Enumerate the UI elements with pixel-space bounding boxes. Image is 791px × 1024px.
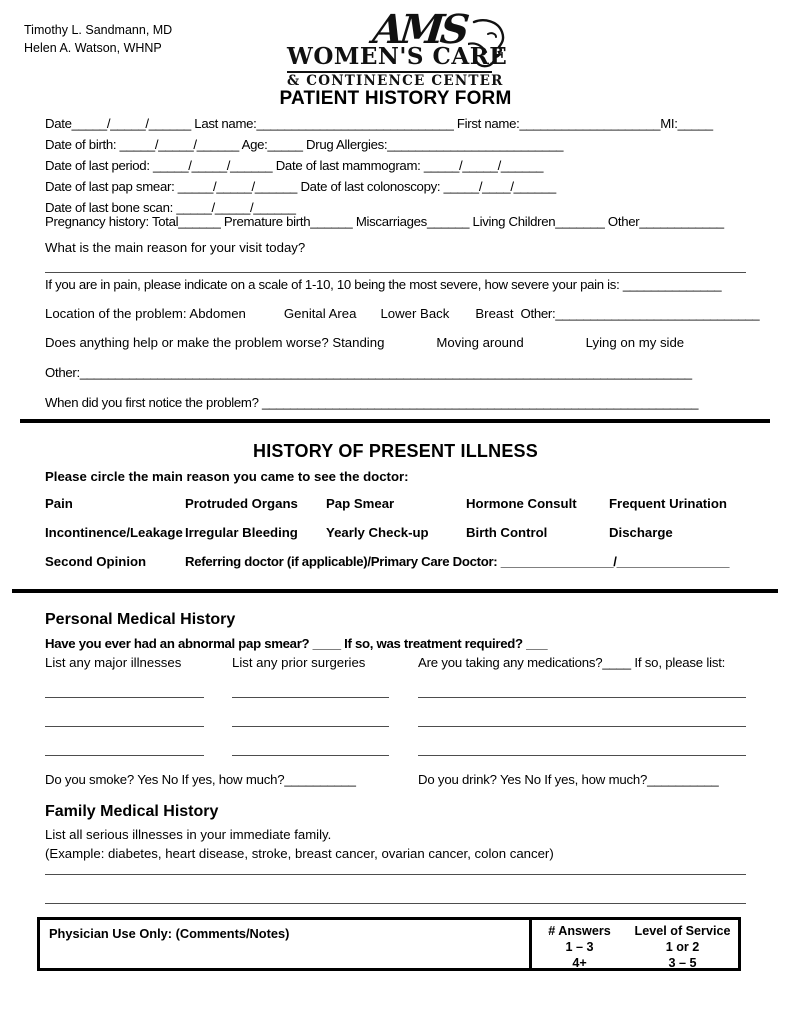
option-pap-smear[interactable]: Pap Smear [326,496,395,511]
option-lying-on-my-side[interactable]: Lying on my side [585,335,685,350]
answer-line-surgery-3[interactable] [232,755,389,756]
answer-line-medication-1[interactable] [418,697,746,698]
table-cell-answers-2: 4+ [572,956,587,970]
option-protruded-organs[interactable]: Protruded Organs [185,496,298,511]
table-header-answers: # Answers [548,924,611,938]
field-referring-doctor[interactable]: Referring doctor (if applicable)/Primary Care Doctor: ________________/________________ [185,554,730,569]
field-pain-scale[interactable]: If you are in pain, please indicate on a scale of 1-10, 10 being the most severe, how severe your pain is: ______________ [45,277,722,292]
option-breast[interactable]: Breast [475,306,514,321]
field-dob-age-allergies[interactable]: Date of birth: _____/_____/______ Age:_____ Drug Allergies:_________________________ [45,137,564,152]
option-irregular-bleeding[interactable]: Irregular Bleeding [185,525,298,540]
option-birth-control[interactable]: Birth Control [466,525,548,540]
section-divider-2 [12,589,778,593]
answer-line-medication-2[interactable] [418,726,746,727]
label-location-abdomen: Location of the problem: Abdomen [45,306,246,321]
field-abnormal-pap-smear[interactable]: Have you ever had an abnormal pap smear? ____ If so, was treatment required? ___ [45,636,548,651]
ams-monogram: AMS [370,6,468,53]
logo-line-womens-care: WOMEN'S CARE [287,43,508,70]
column-header-prior-surgeries: List any prior surgeries [232,655,366,670]
option-pain[interactable]: Pain [45,496,73,511]
field-what-makes-worse[interactable] [45,335,746,351]
label-main-reason-question: What is the main reason for your visit today? [45,240,306,255]
field-problem-location[interactable] [45,306,760,322]
page-title: PATIENT HISTORY FORM [279,88,512,109]
option-hormone-consult[interactable]: Hormone Consult [466,496,577,511]
provider-name-2: Helen A. Watson, WHNP [24,41,162,55]
table-header-level-of-service: Level of Service [634,924,731,938]
field-drink-question[interactable]: Do you drink? Yes No If yes, how much?__________ [418,772,719,787]
field-last-bone-scan[interactable]: Date of last bone scan: _____/_____/______ [45,200,296,215]
level-of-service-table [532,924,738,968]
field-last-pap-colonoscopy[interactable]: Date of last pap smear: _____/_____/______ Date of last colonoscopy: _____/____/______ [45,179,556,194]
section-divider-1 [20,419,770,423]
label-worse-question: Does anything help or make the problem worse? Standing [45,335,385,350]
field-pregnancy-history[interactable]: Pregnancy history: Total______ Premature birth______ Miscarriages______ Living Children_______ Other____________ [45,214,724,229]
answer-line-main-reason[interactable] [45,272,746,273]
answer-line-family-1[interactable] [45,874,746,875]
table-cell-level-1: 1 or 2 [665,940,700,954]
field-first-notice[interactable]: When did you first notice the problem? ______________________________________________________________ [45,395,699,410]
label-circle-instruction: Please circle the main reason you came to see the doctor: [45,469,409,484]
answer-line-illness-2[interactable] [45,726,204,727]
physician-use-only-box [37,917,741,971]
field-last-period-mammogram[interactable]: Date of last period: _____/_____/______ Date of last mammogram: _____/_____/______ [45,158,544,173]
logo-line-continence-center: & CONTINENCE CENTER [287,73,504,89]
option-yearly-checkup[interactable]: Yearly Check-up [326,525,429,540]
answer-line-illness-1[interactable] [45,697,204,698]
clinic-logo [285,6,510,90]
provider-name-1: Timothy L. Sandmann, MD [24,23,173,37]
label-family-example: (Example: diabetes, heart disease, stroke, breast cancer, ovarian cancer, colon cancer) [45,846,554,861]
option-second-opinion[interactable]: Second Opinion [45,554,147,569]
answer-line-medication-3[interactable] [418,755,746,756]
option-lower-back[interactable]: Lower Back [380,306,450,321]
heading-history-of-present-illness: HISTORY OF PRESENT ILLNESS [253,441,538,461]
option-incontinence-leakage[interactable]: Incontinence/Leakage [45,525,183,540]
option-genital-area[interactable]: Genital Area [283,306,357,321]
heading-personal-medical-history: Personal Medical History [45,611,236,628]
field-worse-other[interactable]: Other:_______________________________________________________________________________________ [45,365,692,380]
answer-line-illness-3[interactable] [45,755,204,756]
label-family-instruction: List all serious illnesses in your immediate family. [45,827,332,842]
table-cell-level-2: 3 – 5 [668,956,697,970]
table-cell-answers-1: 1 – 3 [565,940,594,954]
field-smoke-question[interactable]: Do you smoke? Yes No If yes, how much?__________ [45,772,356,787]
option-discharge[interactable]: Discharge [609,525,673,540]
answer-line-surgery-2[interactable] [232,726,389,727]
provider-names [24,21,172,57]
answer-line-family-2[interactable] [45,903,746,904]
answer-line-surgery-1[interactable] [232,697,389,698]
label-physician-use-only: Physician Use Only: (Comments/Notes) [49,926,290,941]
column-header-medications: Are you taking any medications?____ If so, please list: [418,655,726,670]
column-header-major-illnesses: List any major illnesses [45,655,182,670]
option-moving-around[interactable]: Moving around [436,335,524,350]
heading-family-medical-history: Family Medical History [45,803,219,820]
field-date-lastname-firstname-mi[interactable]: Date_____/_____/______ Last name:____________________________ First name:____________________MI:_____ [45,116,713,131]
field-location-other[interactable]: Other:_____________________________ [520,306,760,321]
option-frequent-urination[interactable]: Frequent Urination [609,496,727,511]
